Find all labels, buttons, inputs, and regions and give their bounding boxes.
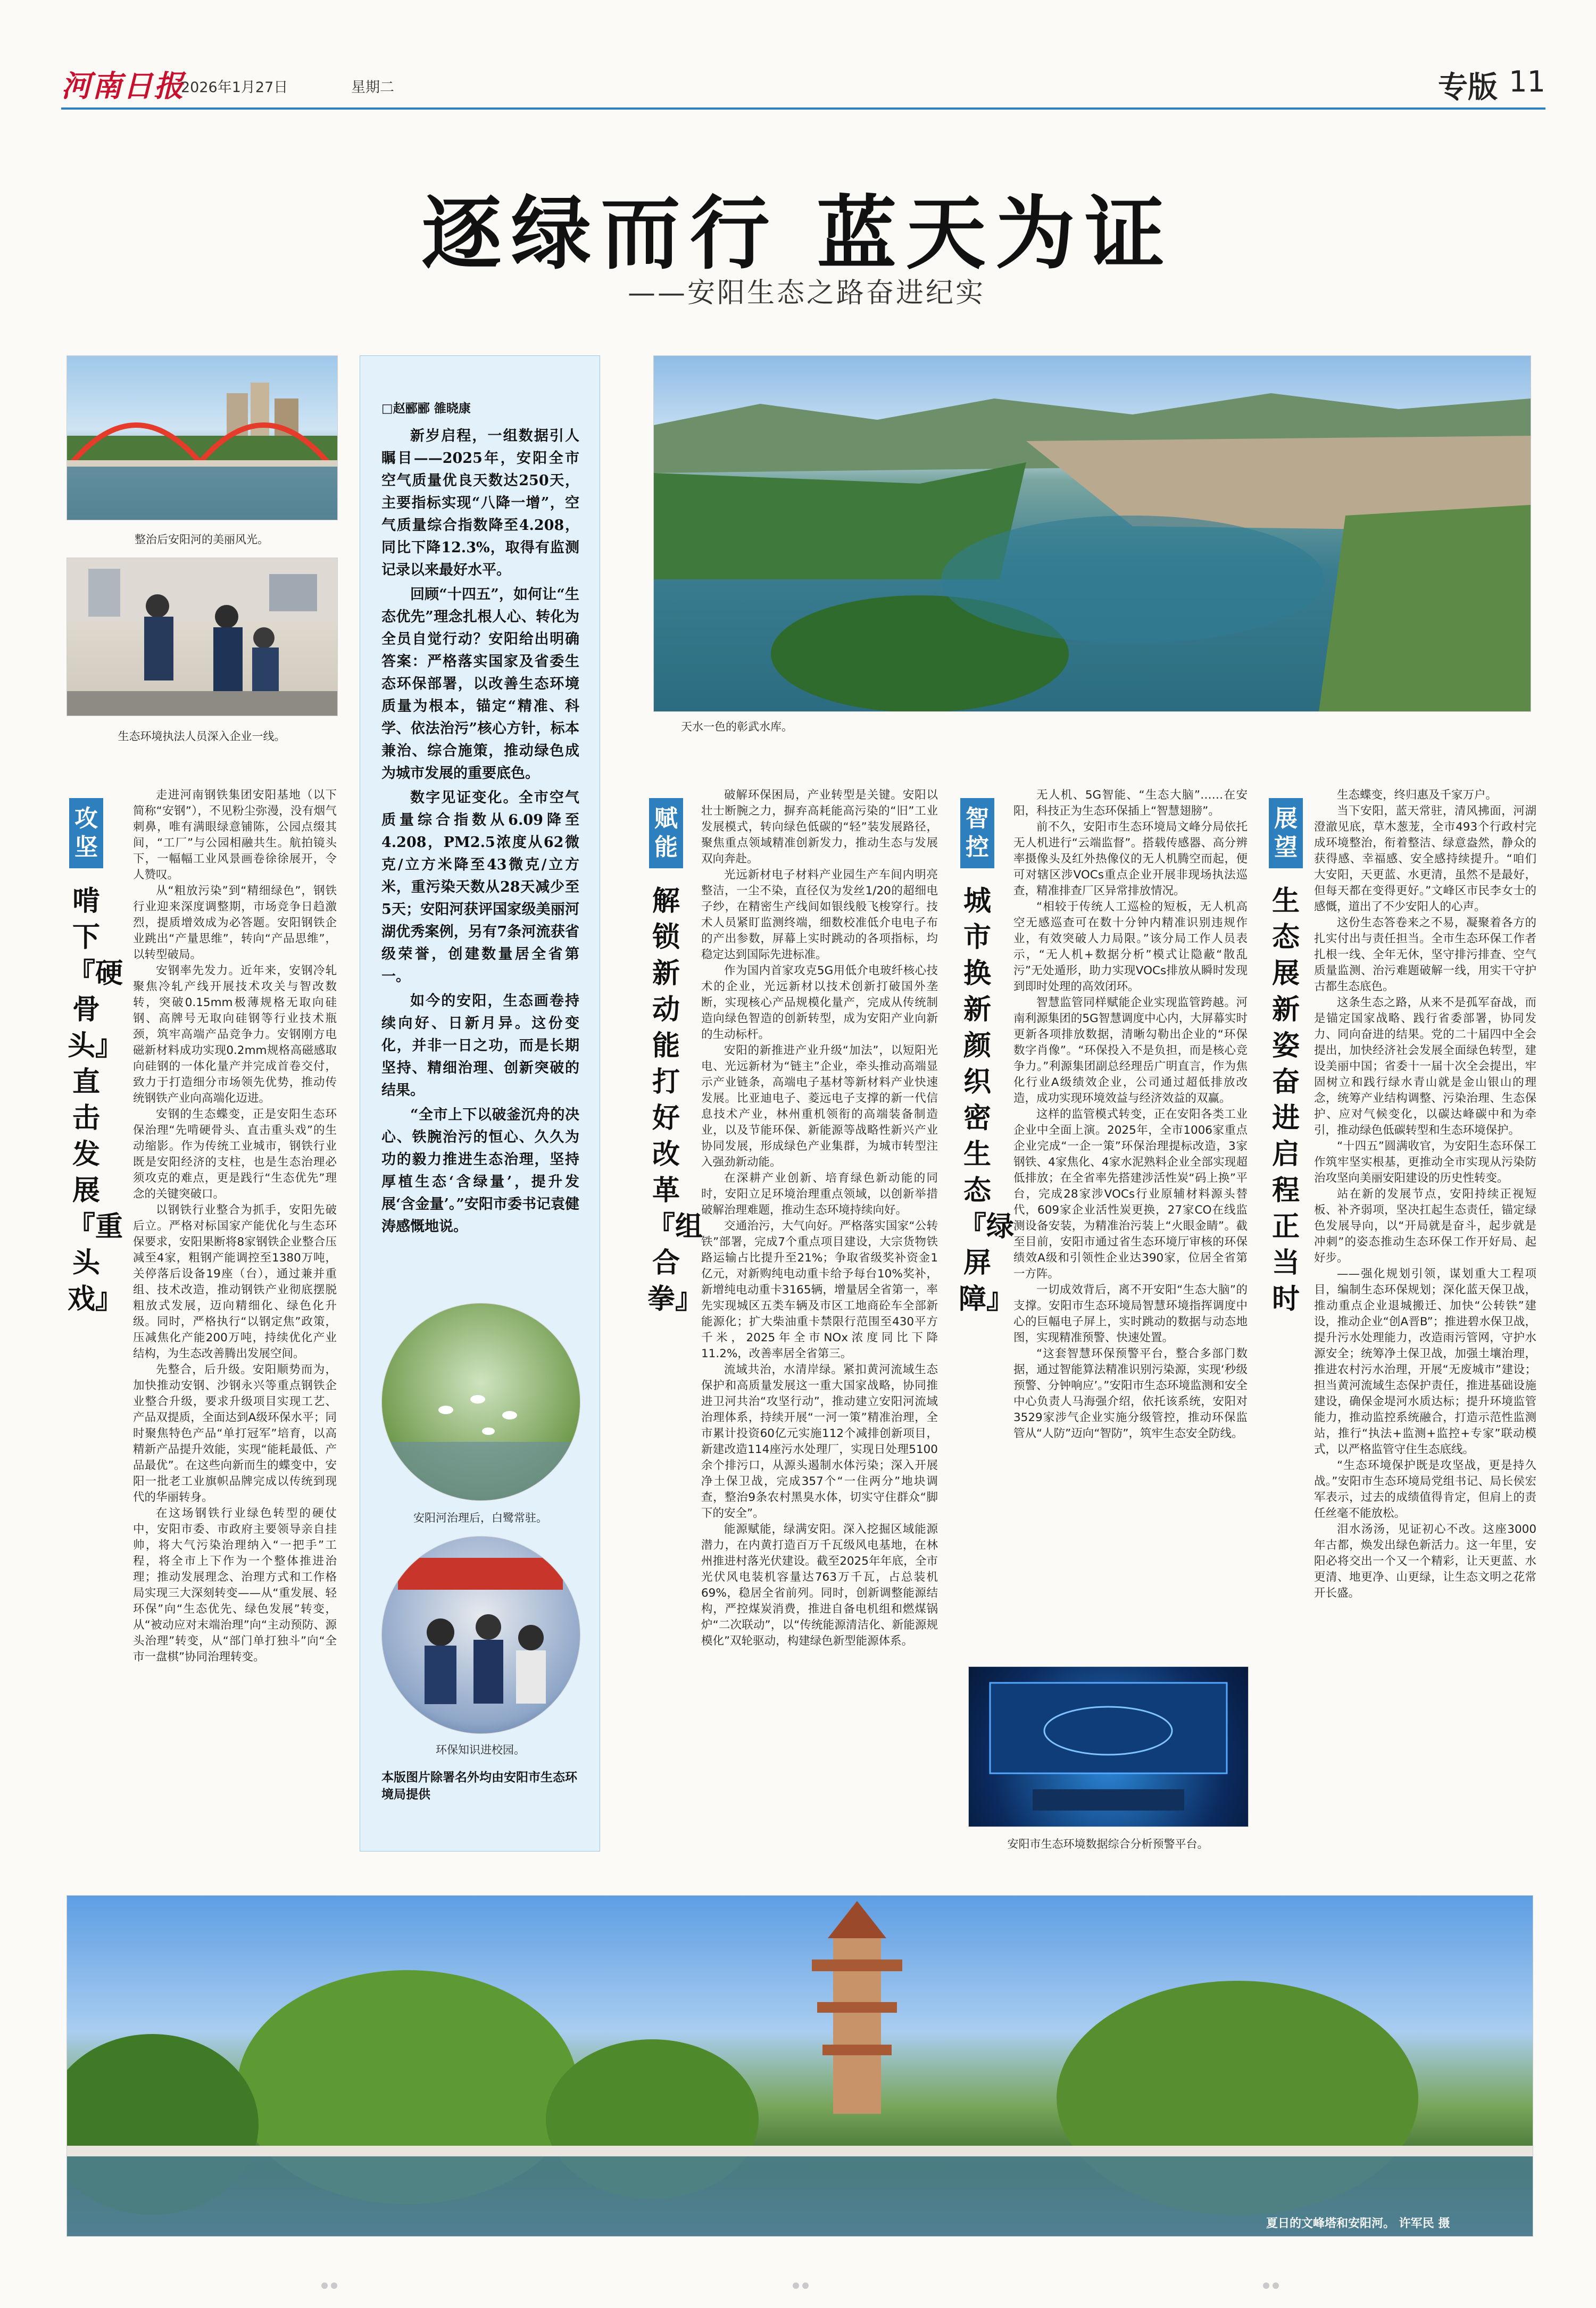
page-headline: 逐绿而行 蓝天为证 (421, 188, 1175, 280)
body-paragraph: 这条生态之路，从来不是孤军奋战，而是锚定国家战略、践行省委部署，协同发力、同向奋进的结果。党的二十届四中全会提出，加快经济社会发展全面绿色转型，建设美丽中国；省委十一届十次全会提出，牢固树立和践行绿水青山就是金山银山的理念，统筹产业结构调整、污染治理、生态保护、应对气候变化，以碳达峰碳中和为牵引，推动绿色低碳转型和生态环境保护。 (1314, 996, 1536, 1137)
section-headline-funeng: 解锁新动能 打好改革『组合拳』 (647, 885, 703, 1315)
issue-weekday: 星期二 (351, 79, 394, 96)
lead-paragraph: “全市上下以破釜沉舟的决心、铁腕治污的恒心、久久为功的毅力推进生态治理，坚持厚植生态‘含绿量’，提升发展‘含金量’。”安阳市委书记袁健涛感慨地说。 (381, 1107, 579, 1235)
footer-dot (1263, 2282, 1269, 2289)
body-paragraph: 以钢铁行业整合为抓手，安阳先破后立。严格对标国家产能优化与生态环保要求，安阳果断将8家钢铁企业整合压减至4家，粗钢产能调控至1380万吨，关停落后设备19座（台），通过兼并重组、技术改造，推动钢铁产业彻底摆脱粗放式发展，迈向精细化、绿色化升级。同时，严格执行“以钢定焦”政策，压减焦化产能200万吨，持续优化产业结构，为生态改善腾出发展空间。 (133, 1203, 337, 1360)
section-body-gongjian (133, 787, 337, 1883)
footer-dot (331, 2282, 337, 2289)
body-paragraph: 流域共治，水清岸绿。紧扣黄河流域生态保护和高质量发展这一重大国家战略，协同推进卫河共治“攻坚行动”，推动建立安阳河流域治理体系，持续开展“一河一策”精准治理，全市累计投资60亿元实施112个减排创新项目，新建改造114座污水处理厂，实现日处理5100余个排污口，从源头遏制水体污染；深入开展净土保卫战，完成357个“一住两分”地块调查，整治9条农村黑臭水体，切实守住群众“脚下的安全”。 (701, 1363, 938, 1520)
body-paragraph: 这样的监管模式转变，正在安阳各类工业企业中全面上演。2025年，全市1006家重点企业完成“一企一策”环保治理提标改造，3家钢铁、4家焦化、4家水泥熟料企业全部实现超低排放；在全省率先搭建涉活性炭“码上换”平台，完成28家涉VOCs行业原辅材料源头替代，609家企业活性炭更换，27家CO在线监测设备安装，为精准治污装上“火眼金睛”。截至目前，安阳市通过省生态环境厅审核的环保绩效A级和引领性企业达390家，位居全省第一方阵。 (1013, 1108, 1248, 1281)
byline: □赵郦郦 雒晓康 (381, 402, 471, 416)
section-tag-funeng: 赋能 (649, 798, 683, 868)
section-label: 专版 (1438, 70, 1498, 105)
river-bridge-photo (66, 355, 338, 520)
body-paragraph: 安阳的新推进产业升级“加法”，以短阳光电、光远新材为“链主”企业，牵头推动高端显示产业链条，高端电子基材等新材料产业快速发展。比亚迪电子、菱远电子支撑的新一代信息技术产业，林州重机领衔的高端装备制造业，以及节能环保、新能源等战略性新兴产业协同发展，形成绿色产业集群，为城市转型注入强劲新动能。 (701, 1044, 938, 1169)
body-paragraph: “这套智慧环保预警平台，整合多部门数据，通过智能算法精准识别污染源，实现‘秒级预警、分钟响应’。”安阳市生态环境监测和安全中心负责人马海强介绍，依托该系统，安阳对3529家涉气企业实施分级管控，推动环保监管从“人防”迈向“智防”，筑牢生态安全防线。 (1013, 1347, 1248, 1440)
lead-paragraph: 如今的安阳，生态画卷持续向好、日新月异。这份变化，并非一日之功，而是长期坚持、精细治理、创新突破的结果。 (381, 993, 579, 1099)
body-paragraph: 破解环保困局，产业转型是关键。安阳以壮士断腕之力，摒弃高耗能高污染的“旧”工业发展模式，转向绿色低碳的“轻”装发展路径，聚焦重点领域精准创新发力，推动生态与发展双向奔赴。 (701, 788, 938, 866)
body-paragraph: 安钢的生态蝶变，正是安阳生态环保治理“先啃硬骨头、直击重头戏”的生动缩影。作为传统工业城市，钢铁行业既是安阳经济的支柱，也是生态治理必须攻克的难点，更是践行“生态优先”理念的关键突破口。 (133, 1108, 337, 1201)
section-headline-zhikong: 城市换新颜 织密生态『绿屏障』 (959, 885, 1015, 1315)
body-paragraph: 泪水汤汤，见证初心不改。这座3000年古都，焕发出绿色新活力。这一年里，安阳必将交出一个又一个精彩，让天更蓝、水更清、地更净、山更绿，让生态文明之花常开长盛。 (1314, 1523, 1536, 1600)
section-headline-zhanwang: 生态展新姿 奋进启程正当时 (1271, 885, 1300, 1315)
page-subheadline: ——安阳生态之路奋进纪实 (628, 277, 986, 309)
section-body-zhikong (1013, 787, 1248, 1660)
section-body-zhanwang (1314, 787, 1536, 1883)
masthead-rule (61, 107, 1545, 110)
section-tag-zhikong: 智控 (960, 798, 994, 868)
body-paragraph: 当下安阳，蓝天常驻，清风拂面，河湖澄澈见底，草木葱茏，全市493个行政村完成环境整治，衔着整洁、绿意盎然，静众的获得感、幸福感、安全感持续提升。“咱们大安阳，天更蓝、水更清，虽然不是最好，但每天都在变得更好。”文峰区市民李女士的感慨，道出了不少安阳人的心声。 (1314, 804, 1536, 914)
body-paragraph: 从“粗放污染”到“精细绿色”，钢铁行业迎来深度调整期，市场竞争日趋激烈，提质增效成为必答题。安阳钢铁企业跳出“产量思维”，转向“产品思维”，以转型破局。 (133, 884, 337, 961)
body-paragraph: 无人机、5G智能、“生态大脑”……在安阳，科技正为生态环保插上“智慧翅膀”。 (1013, 788, 1248, 818)
body-paragraph: 智慧监管同样赋能企业实现监管跨越。河南利源集团的5G智慧调度中心内，大屏幕实时更新各项排放数据，清晰勾勒出企业的“环保数字肖像”。“环保投入不是负担，而是核心竞争力。”利源集团副总经理岳广明直言，作为焦化行业A级绩效企业，公司通过超低排放改造，成功实现环境效益与经济效益的双赢。 (1013, 996, 1248, 1105)
footer-dot (793, 2282, 799, 2289)
river-photo-caption: 整治后安阳河的美丽风光。 (135, 533, 269, 546)
pagoda-river-photo (66, 1895, 1533, 2237)
body-paragraph: 一切成效背后，离不开安阳“生态大脑”的支撑。安阳市生态环境局智慧环境指挥调度中心的巨幅电子屏上，实时跳动的数据与动态地图，实现精准预警、快速处置。 (1013, 1283, 1248, 1344)
body-paragraph: 在这场钢铁行业绿色转型的硬仗中，安阳市委、市政府主要领导亲自挂帅，将大气污染治理纳入“一把手”工程，将全市上下作为一个整体推进治理；推动发展理念、治理方式和工作格局实现三大深刻转变——从“重发展、轻环保”向“生态优先、绿色发展”转变，从“被动应对末端治理”向“主动预防、源头治理”转变，从“部门单打独斗”向“全市一盘棋”协同治理转变。 (133, 1507, 337, 1664)
footer-dot (321, 2282, 328, 2289)
lead-paragraph: 数字见证变化。全市空气质量综合指数从6.09降至4.208，PM2.5浓度从62微克/立方米降至43微克/立方米，重污染天数从28天减少至5天；安阳河获评国家级美丽河湖优秀案例，另有7条河流获省级荣誉，创建数量居全省第一。 (381, 790, 579, 985)
body-paragraph: ——强化规划引领，谋划重大工程项目，编制生态环保规划；深化蓝天保卫战，推动重点企业退城搬迁、加快“公转铁”建设，推动企业“创A晋B”；推进碧水保卫战，提升污水处理能力，改造雨污管网，守护水源安全；统筹净土保卫战，加强土壤治理，推进农村污水治理，开展“无废城市”建设；担当黄河流域生态保护责任，推进基础设施建设，确保金堤河水质达标；提升环境监管能力，推动监控系统融合，打造示范性监测站，推行“执法+监测+监控+专家”联动模式，以严格监管守住生态底线。 (1314, 1267, 1536, 1456)
body-paragraph: 交通治污，大气向好。严格落实国家“公转铁”部署，完成7个重点项目建设，大宗货物铁路运输占比提升至21%；争取省级奖补资金1亿元，对新购纯电动重卡给予每台10%奖补，新增纯电动重卡3165辆，增量居全省第一，率先实现城区五类车辆及市区工地商砼车全部新能源化；扩大柴油重卡禁限行范围至430平方千米，2025年全市NOx浓度同比下降11.2%，改善率居全省第三。 (701, 1219, 938, 1360)
school-photo-caption: 环保知识进校园。 (436, 1744, 525, 1756)
inspection-photo (66, 558, 338, 716)
masthead (61, 63, 1545, 105)
lead-text (381, 425, 579, 1240)
lead-paragraph: 回顾“十四五”，如何让“生态优先”理念扎根人心、转化为全员自觉行动？安阳给出明确答案：严格落实国家及省委生态环保部署，以改善生态环境质量为根本，锚定“精准、科学、依法治污”核心方针，标本兼治、综合施策，推动绿色成为城市发展的重要底色。 (381, 586, 579, 782)
issue-date: 2026年1月27日 (181, 79, 288, 96)
footer-dot (1273, 2282, 1279, 2289)
photo-credit: 本版图片除署名外均由安阳市生态环境局提供 (381, 1771, 577, 1801)
egret-photo-caption: 安阳河治理后，白鹭常驻。 (413, 1512, 547, 1524)
reservoir-photo-caption: 天水一色的彰武水库。 (681, 720, 793, 733)
school-photo (381, 1536, 580, 1734)
body-paragraph: “生态环境保护既是攻坚战，更是持久战。”安阳市生态环境局党组书记、局长侯宏军表示，过去的成绩值得肯定，但肩上的责任丝毫不能放松。 (1314, 1459, 1536, 1520)
body-paragraph: 站在新的发展节点，安阳持续正视短板、补齐弱项，坚决扛起生态责任，锚定绿色发展导向，以“开局就是奋斗，起步就是冲刺”的姿态推动生态环保工作开好局、起好步。 (1314, 1188, 1536, 1265)
body-paragraph: 这份生态答卷来之不易，凝聚着各方的扎实付出与责任担当。全市生态环保工作者扎根一线、全年无休，坚守排污排查、空气质量监测、治污难题破解一线，用实干守护古都生态底色。 (1314, 916, 1536, 993)
inspection-photo-caption: 生态环境执法人员深入企业一线。 (118, 730, 286, 743)
newspaper-logo: 河南日报 (61, 69, 185, 104)
body-paragraph: 安钢率先发力。近年来，安钢冷轧聚焦冷轧产线开展技术攻关与智改数转，突破0.15mm极薄规格无取向硅钢、高牌号无取向硅钢等行业技术瓶颈，筑牢高端产品竞争力。安钢刚方电磁新材料成功实现0.2mm规格高磁感取向硅钢的一体化量产并完成首卷交付，致力于打造细分市场领先优势，推动传统钢铁产业向高端化迈进。 (133, 964, 337, 1105)
lead-paragraph: 新岁启程，一组数据引人瞩目——2025年，安阳全市空气质量优良天数达250天，主要指标实现“八降一增”，空气质量综合指数降至4.208，同比下降12.3%，取得有监测记录以来最好水平。 (381, 428, 579, 578)
section-headline-gongjian: 啃下『硬骨头』 直击发展『重头戏』 (68, 885, 123, 1315)
section-tag-gongjian: 攻坚 (69, 798, 103, 868)
body-paragraph: 前不久，安阳市生态环境局文峰分局依托无人机进行“云端监督”。搭载传感器、高分辨率摄像头及红外热像仪的无人机腾空而起，便可对辖区涉VOCs重点企业开展非现场执法巡查，精准排查厂区异常排放情况。 (1013, 820, 1248, 898)
body-paragraph: 能源赋能，绿满安阳。深入挖掘区域能源潜力，在内黄打造百万千瓦级风电基地，在林州推进村落光伏建设。截至2025年年底，全市光伏风电装机容量达763万千瓦，占总装机69%，稳居全省前列。同时，创新调整能源结构，严控煤炭消费，推进自备电机组和燃煤锅炉“二次联动”，以“传统能源清洁化、新能源规模化”双轮驱动，构建绿色新型能源体系。 (701, 1523, 938, 1648)
body-paragraph: 作为国内首家攻克5G用低介电玻纤核心技术的企业，光远新材以技术创新打破国外垄断，实现核心产品规模化量产，完成从传统制造向绿色智造的创新转型，成为安阳产业向新的生动标杆。 (701, 964, 938, 1041)
egret-photo (381, 1303, 580, 1501)
body-paragraph: 走进河南钢铁集团安阳基地（以下简称“安钢”），不见粉尘弥漫，没有烟气刺鼻，唯有满眼绿意铺陈，公园点缀其间，“工厂”与公园相融共生。航拍镜头下，一幅幅工业风景画卷徐徐展开，令人赞叹。 (133, 788, 337, 882)
bottom-photo-caption: 夏日的文峰塔和安阳河。 许军民 摄 (1266, 2217, 1450, 2230)
body-paragraph: 光远新材电子材料产业园生产车间内明亮整洁，一尘不染，直径仅为发丝1/20的超细电子纱，在精密生产线间如银线般飞梭穿行。技术人员紧盯监测终端，细数校准低介电电子布的产出参数，屏幕上实时跳动的各项指标，均稳定达到国际先进标准。 (701, 868, 938, 961)
monitoring-platform-photo (968, 1666, 1249, 1827)
section-body-funeng (701, 787, 938, 1883)
body-paragraph: 生态蝶变，终归惠及千家万户。 (1337, 788, 1498, 802)
body-paragraph: 先整合，后升级。安阳顺势而为，加快推动安钢、沙钢永兴等重点钢铁企业整合升级，要求升级项目实现工艺、产品双提质，全面达到A级环保水平；同时聚焦特色产品“单打冠军”培育，以高精新产品提升效能，实现“能耗最低、产品最优”。在这些向新而生的蝶变中，安阳一批老工业旗帜品牌完成以传统到现代的华丽转身。 (133, 1363, 337, 1504)
body-paragraph: 在深耕产业创新、培育绿色新动能的同时，安阳立足环境治理重点领域，以创新举措破解治理难题，推动生态环境持续向好。 (701, 1172, 938, 1217)
footer-dot (802, 2282, 809, 2289)
monitoring-photo-caption: 安阳市生态环境数据综合分析预警平台。 (1007, 1838, 1209, 1850)
reservoir-photo (653, 355, 1531, 712)
lead-callout (360, 355, 600, 1852)
body-paragraph: “十四五”圆满收官，为安阳生态环保工作筑牢坚实根基，更推动全市实现从污染防治攻坚向美丽安阳建设的历史性转变。 (1314, 1140, 1536, 1185)
page-number: 11 (1509, 65, 1545, 98)
section-tag-zhanwang: 展望 (1269, 798, 1303, 868)
body-paragraph: “相较于传统人工巡检的短板，无人机高空无感巡查可在数十分钟内精准识别违规作业，有效突破人力局限。”该分局工作人员表示，“无人机+数据分析”模式让隐蔽“散乱污”无处遁形，助力实现VOCs排放从瞬时发现到即时处理的高效闭环。 (1013, 900, 1248, 993)
